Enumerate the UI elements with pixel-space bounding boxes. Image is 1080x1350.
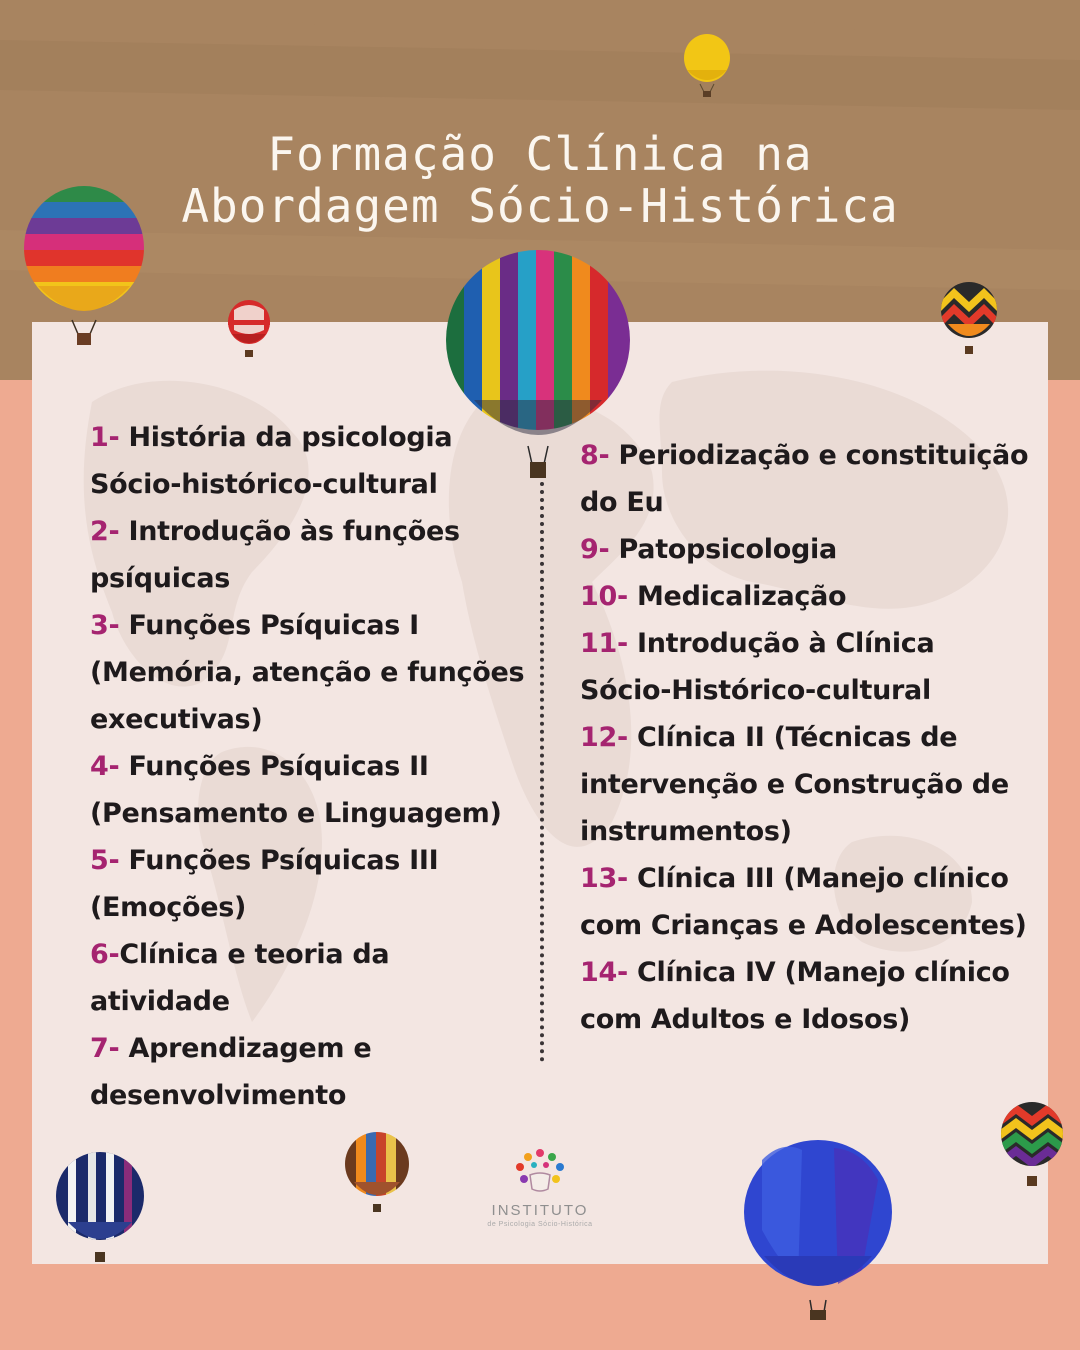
topic-number: 8- xyxy=(580,440,610,471)
column-divider xyxy=(540,482,544,1062)
logo-subtitle: de Psicologia Sócio-Histórica xyxy=(487,1221,593,1228)
topic-item xyxy=(580,573,1030,620)
topic-number: 14- xyxy=(580,957,628,988)
page-title xyxy=(0,128,1080,232)
topic-item xyxy=(90,508,530,602)
hot-air-balloon-icon xyxy=(54,1152,146,1266)
topic-item xyxy=(90,743,530,837)
institute-logo-icon xyxy=(510,1145,570,1197)
topic-number: 12- xyxy=(580,722,628,753)
hot-air-balloon-icon xyxy=(742,1140,894,1322)
topic-text: Clínica e teoria da atividade xyxy=(90,939,390,1017)
hot-air-balloon-icon xyxy=(940,282,998,358)
title-line-1: Formação Clínica na xyxy=(267,127,813,181)
topic-text: Clínica II (Técnicas de intervenção e Construção de instrumentos) xyxy=(580,722,1009,847)
topic-number: 11- xyxy=(580,628,628,659)
hot-air-balloon-icon xyxy=(344,1132,410,1214)
topic-text: Funções Psíquicas III (Emoções) xyxy=(90,845,439,923)
topic-item xyxy=(90,1025,530,1119)
topic-number: 9- xyxy=(580,534,610,565)
topic-text: Patopsicologia xyxy=(609,534,837,565)
title-line-2: Abordagem Sócio-Histórica xyxy=(181,179,899,233)
topic-item xyxy=(580,620,1030,714)
topic-item xyxy=(580,855,1030,949)
topic-text: Funções Psíquicas II (Pensamento e Linguagem) xyxy=(90,751,502,829)
topic-item xyxy=(580,949,1030,1043)
logo-name: INSTITUTO xyxy=(491,1202,589,1219)
institute-logo xyxy=(480,1145,600,1228)
topic-item xyxy=(90,931,530,1025)
topic-item xyxy=(580,526,1030,573)
topic-number: 6- xyxy=(90,939,120,970)
topic-text: História da psicologia Sócio-histórico-cultural xyxy=(90,422,453,500)
hot-air-balloon-icon xyxy=(22,186,146,350)
topic-text: Medicalização xyxy=(627,581,847,612)
topic-text: Periodização e constituição do Eu xyxy=(580,440,1029,518)
topic-item xyxy=(580,714,1030,855)
topic-item xyxy=(90,602,530,743)
topic-text: Clínica IV (Manejo clínico com Adultos e Idosos) xyxy=(580,957,1010,1035)
topic-item xyxy=(90,837,530,931)
hot-air-balloon-icon xyxy=(1000,1102,1064,1188)
topic-number: 3- xyxy=(90,610,120,641)
topic-number: 5- xyxy=(90,845,120,876)
topic-item xyxy=(580,432,1030,526)
topic-item xyxy=(90,414,530,508)
topic-text: Clínica III (Manejo clínico com Crianças e Adolescentes) xyxy=(580,863,1027,941)
topic-number: 13- xyxy=(580,863,628,894)
topic-text: Introdução à Clínica Sócio-Histórico-cultural xyxy=(580,628,935,706)
hot-air-balloon-icon xyxy=(226,300,272,360)
topic-text: Aprendizagem e desenvolvimento xyxy=(90,1033,372,1111)
topic-number: 2- xyxy=(90,516,120,547)
topic-number: 7- xyxy=(90,1033,120,1064)
topic-number: 4- xyxy=(90,751,120,782)
topics-list-left xyxy=(90,414,530,1119)
hot-air-balloon-icon xyxy=(682,34,732,98)
topics-list-right xyxy=(580,432,1030,1043)
topic-text: Funções Psíquicas I (Memória, atenção e funções executivas) xyxy=(90,610,525,735)
topic-text: Introdução às funções psíquicas xyxy=(90,516,460,594)
topic-number: 1- xyxy=(90,422,120,453)
topic-number: 10- xyxy=(580,581,628,612)
